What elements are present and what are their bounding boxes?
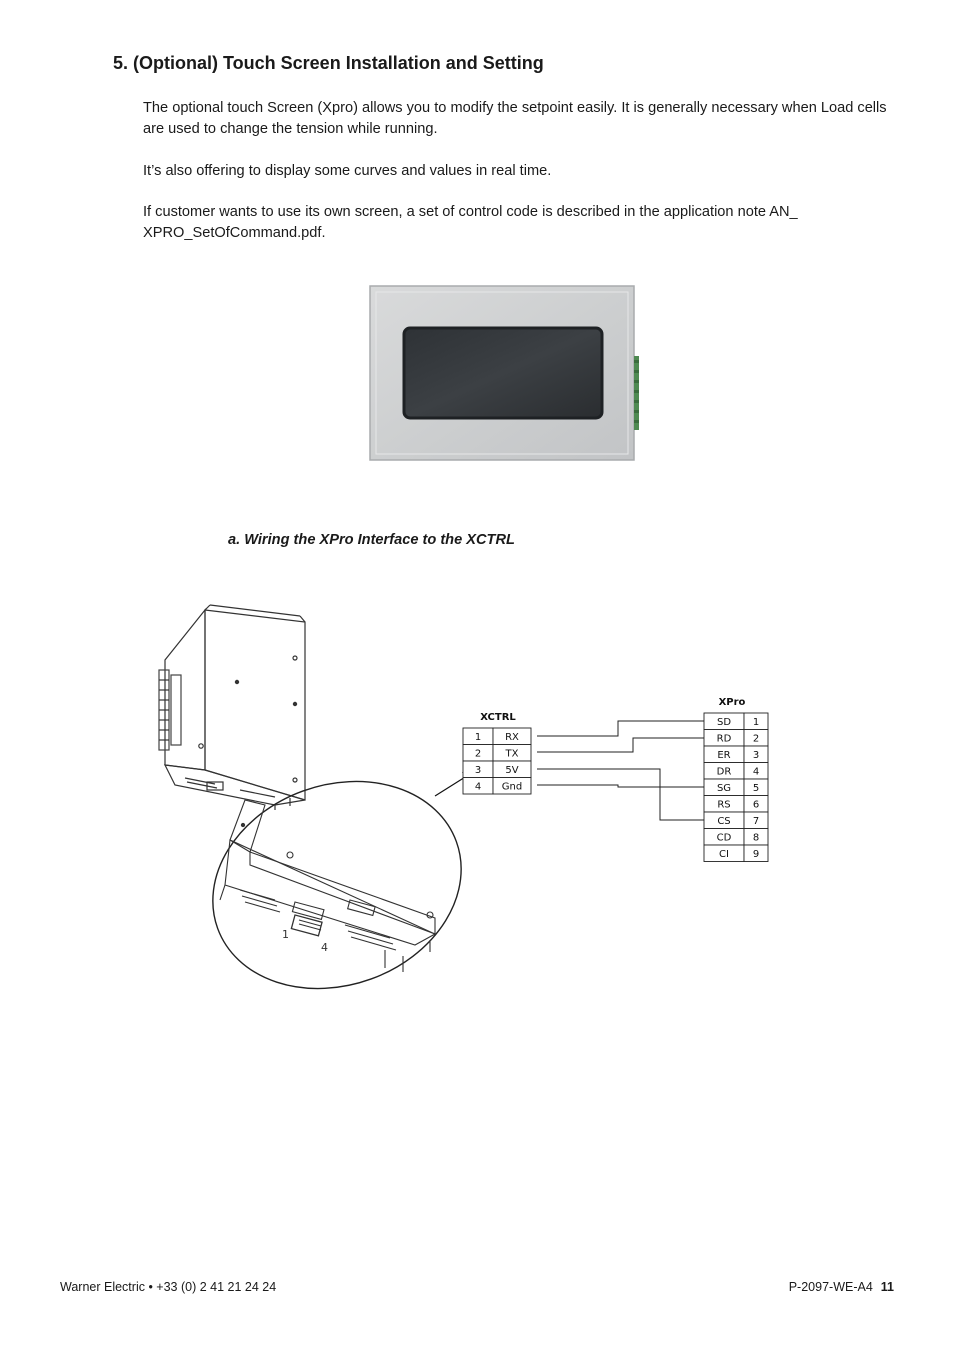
xpro-cell: 9 (752, 849, 760, 860)
xctrl-cell: 2 (474, 748, 482, 760)
wiring-diagram (430, 690, 780, 870)
xpro-cell: 6 (752, 799, 760, 811)
xpro-cell: ER (717, 750, 731, 761)
footer-company: Warner Electric • +33 (0) 2 41 21 24 24 (60, 1280, 277, 1294)
xpro-cell: 3 (752, 750, 760, 761)
xpro-cell: RD (716, 733, 732, 745)
xctrl-cell: 4 (474, 781, 482, 793)
footer-reference (789, 1280, 894, 1294)
xctrl-cell: Gnd (501, 781, 523, 793)
xctrl-cell: TX (505, 748, 519, 760)
xpro-cell: SG (716, 783, 732, 794)
xctrl-cell: 5V (505, 765, 519, 776)
xctrl-table (463, 728, 531, 794)
wires (537, 721, 704, 820)
wire-gnd-to-sg (537, 785, 704, 787)
xpro-table (704, 713, 768, 862)
wire-5v-to-cs (537, 769, 704, 820)
xctrl-cell: RX (505, 732, 519, 743)
touch-screen-image (368, 284, 642, 464)
xpro-cell: CS (717, 816, 731, 827)
xpro-cell: 7 (752, 816, 760, 827)
xctrl-cell: 1 (474, 732, 482, 743)
xpro-cell: 5 (752, 783, 760, 794)
xctrl-device-drawing (145, 600, 470, 1002)
realtime-paragraph: It’s also offering to display some curves and values in real time. (143, 163, 552, 179)
section-title: 5. (Optional) Touch Screen Installation and Setting (113, 53, 544, 73)
connector-pin-label-1: 1 (282, 928, 289, 941)
xpro-title: XPro (718, 697, 746, 708)
xpro-cell: CI (719, 849, 729, 860)
document-reference: P-2097-WE-A4 (788, 1280, 873, 1294)
xpro-cell: DR (716, 766, 732, 778)
wiring-subtitle: a. Wiring the XPro Interface to the XCTRL (228, 532, 515, 548)
wire-rx-to-sd (537, 721, 704, 736)
xpro-cell: 1 (752, 717, 760, 728)
xpro-cell: 4 (752, 766, 760, 778)
intro-paragraph: The optional touch Screen (Xpro) allows you to modify the setpoint easily. It is generally necessary when Load cells are used to change the tension while running. (143, 100, 887, 137)
xpro-cell: 2 (752, 733, 760, 745)
connector-pin-label-4: 4 (321, 941, 328, 954)
custom-screen-paragraph: If customer wants to use its own screen, a set of control code is described in the application note AN_ XPRO_SetOfCommand.pdf. (143, 204, 798, 241)
xctrl-cell: 3 (474, 765, 482, 776)
xpro-cell: 8 (752, 832, 760, 844)
xpro-cell: SD (716, 717, 732, 728)
xpro-cell: RS (717, 799, 731, 811)
page-number: 11 (880, 1280, 894, 1294)
xctrl-title: XCTRL (480, 712, 516, 723)
wire-tx-to-rd (537, 738, 704, 752)
xpro-cell: CD (716, 832, 732, 844)
